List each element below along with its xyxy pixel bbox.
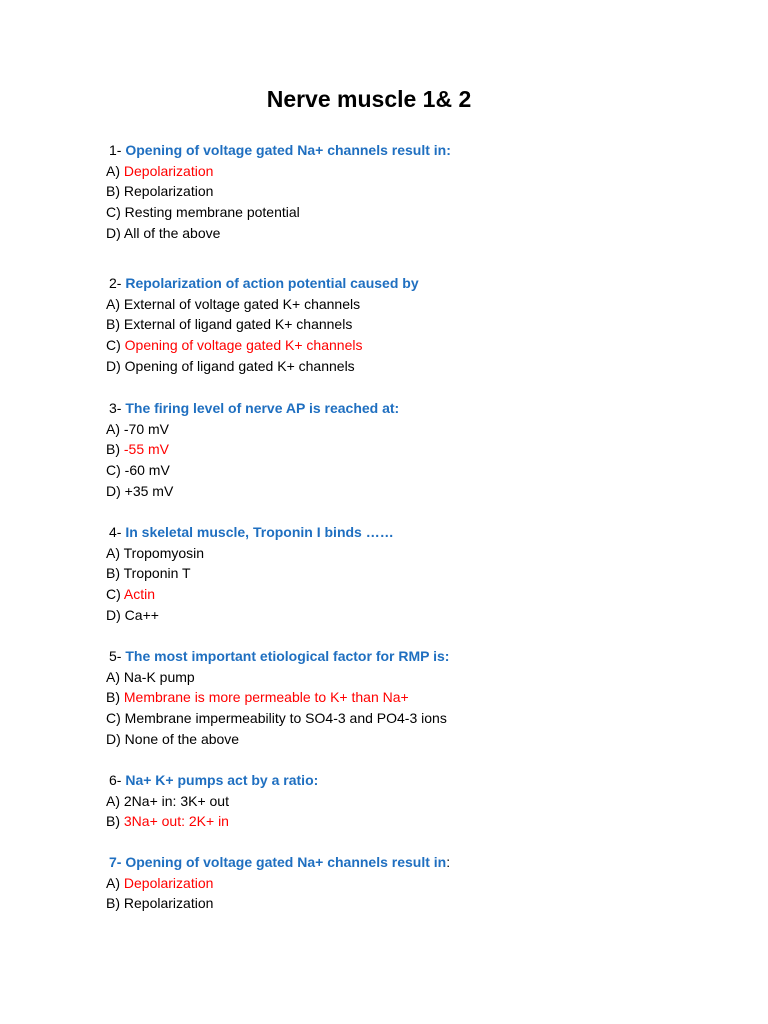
option-letter: B)	[106, 813, 120, 830]
option-text: Troponin T	[123, 565, 191, 582]
question-text: Opening of voltage gated Na+ channels result in:	[125, 142, 451, 158]
option-text: Repolarization	[123, 895, 214, 912]
option-d	[106, 481, 399, 502]
question-text: Repolarization of action potential caused by	[125, 275, 419, 291]
question-stem	[106, 852, 450, 873]
option-letter: B)	[106, 565, 120, 582]
option-b	[106, 687, 449, 708]
option-c	[106, 202, 451, 223]
question-text: The firing level of nerve AP is reached at:	[125, 400, 400, 416]
option-c	[106, 708, 449, 729]
option-text: Tropomyosin	[123, 544, 205, 561]
option-letter: B)	[106, 183, 120, 200]
question-stem	[106, 646, 449, 667]
question-6	[106, 770, 318, 832]
option-c	[106, 460, 399, 481]
option-text: +35 mV	[124, 482, 174, 499]
option-d	[106, 223, 451, 244]
option-letter: C)	[106, 204, 121, 221]
question-text: The most important etiological factor for RMP is:	[125, 648, 450, 664]
question-4	[106, 522, 394, 626]
option-letter: C)	[106, 586, 121, 603]
option-a	[106, 543, 394, 564]
option-text: Repolarization	[123, 183, 214, 200]
option-a	[106, 294, 419, 315]
option-text: Ca++	[124, 606, 159, 623]
question-stem	[106, 770, 318, 791]
question-3	[106, 398, 399, 502]
option-letter: A)	[106, 420, 120, 437]
option-text-correct: Depolarization	[123, 162, 214, 179]
option-text: -70 mV	[123, 420, 170, 437]
option-letter: B)	[106, 895, 120, 912]
option-letter: C)	[106, 337, 121, 354]
option-a	[106, 873, 450, 894]
question-number: 6-	[109, 772, 122, 788]
option-text: All of the above	[123, 224, 221, 241]
option-a	[106, 161, 451, 182]
option-letter: A)	[106, 668, 120, 685]
option-letter: A)	[106, 295, 120, 312]
option-text-correct: Depolarization	[123, 874, 214, 891]
option-letter: D)	[106, 482, 121, 499]
option-letter: A)	[106, 162, 120, 179]
question-stem	[106, 273, 419, 294]
question-2	[106, 273, 419, 377]
question-number: 7-	[109, 854, 122, 870]
option-letter: D)	[106, 606, 121, 623]
option-b	[106, 181, 451, 202]
option-text: External of voltage gated K+ channels	[123, 295, 361, 312]
question-1	[106, 140, 451, 244]
option-text-correct: Actin	[123, 586, 156, 603]
option-text: Opening of ligand gated K+ channels	[124, 357, 355, 374]
option-text: -60 mV	[124, 462, 170, 479]
option-c	[106, 584, 394, 605]
question-trailing-colon: :	[446, 854, 451, 870]
option-text: Membrane impermeability to SO4-3 and PO4-3 ions	[124, 710, 447, 727]
option-b	[106, 893, 450, 914]
option-text: External of ligand gated K+ channels	[123, 316, 353, 333]
option-text: None of the above	[124, 730, 240, 747]
question-number: 2-	[109, 275, 122, 291]
option-letter: A)	[106, 544, 120, 561]
option-letter: D)	[106, 357, 121, 374]
option-b	[106, 811, 318, 832]
question-5	[106, 646, 449, 750]
option-letter: C)	[106, 462, 121, 479]
option-d	[106, 605, 394, 626]
question-number: 5-	[109, 648, 122, 664]
question-number: 3-	[109, 400, 122, 416]
option-a	[106, 791, 318, 812]
option-text-correct: 3Na+ out: 2K+ in	[123, 813, 229, 830]
option-text: 2Na+ in: 3K+ out	[123, 792, 229, 809]
option-letter: A)	[106, 792, 120, 809]
option-letter: D)	[106, 224, 121, 241]
option-letter: B)	[106, 441, 120, 458]
option-d	[106, 356, 419, 377]
question-stem	[106, 398, 399, 419]
option-a	[106, 667, 449, 688]
page-title: Nerve muscle 1& 2	[266, 86, 472, 112]
question-text: In skeletal muscle, Troponin I binds ……	[125, 524, 394, 540]
option-letter: A)	[106, 874, 120, 891]
question-number: 4-	[109, 524, 122, 540]
option-text-correct: Membrane is more permeable to K+ than Na+	[123, 689, 409, 706]
option-a	[106, 419, 399, 440]
option-text-correct: -55 mV	[123, 441, 170, 458]
option-c	[106, 335, 419, 356]
question-text: Opening of voltage gated Na+ channels result in	[125, 854, 447, 870]
question-text: Na+ K+ pumps act by a ratio:	[125, 772, 319, 788]
question-stem	[106, 140, 451, 161]
option-text: Resting membrane potential	[124, 204, 300, 221]
question-stem	[106, 522, 394, 543]
question-number: 1-	[109, 142, 122, 158]
option-letter: B)	[106, 316, 120, 333]
option-d	[106, 729, 449, 750]
option-letter: C)	[106, 710, 121, 727]
option-b	[106, 314, 419, 335]
option-letter: B)	[106, 689, 120, 706]
option-b	[106, 439, 399, 460]
option-b	[106, 563, 394, 584]
option-letter: D)	[106, 730, 121, 747]
option-text-correct: Opening of voltage gated K+ channels	[124, 337, 363, 354]
question-7	[106, 852, 450, 914]
option-text: Na-K pump	[123, 668, 195, 685]
